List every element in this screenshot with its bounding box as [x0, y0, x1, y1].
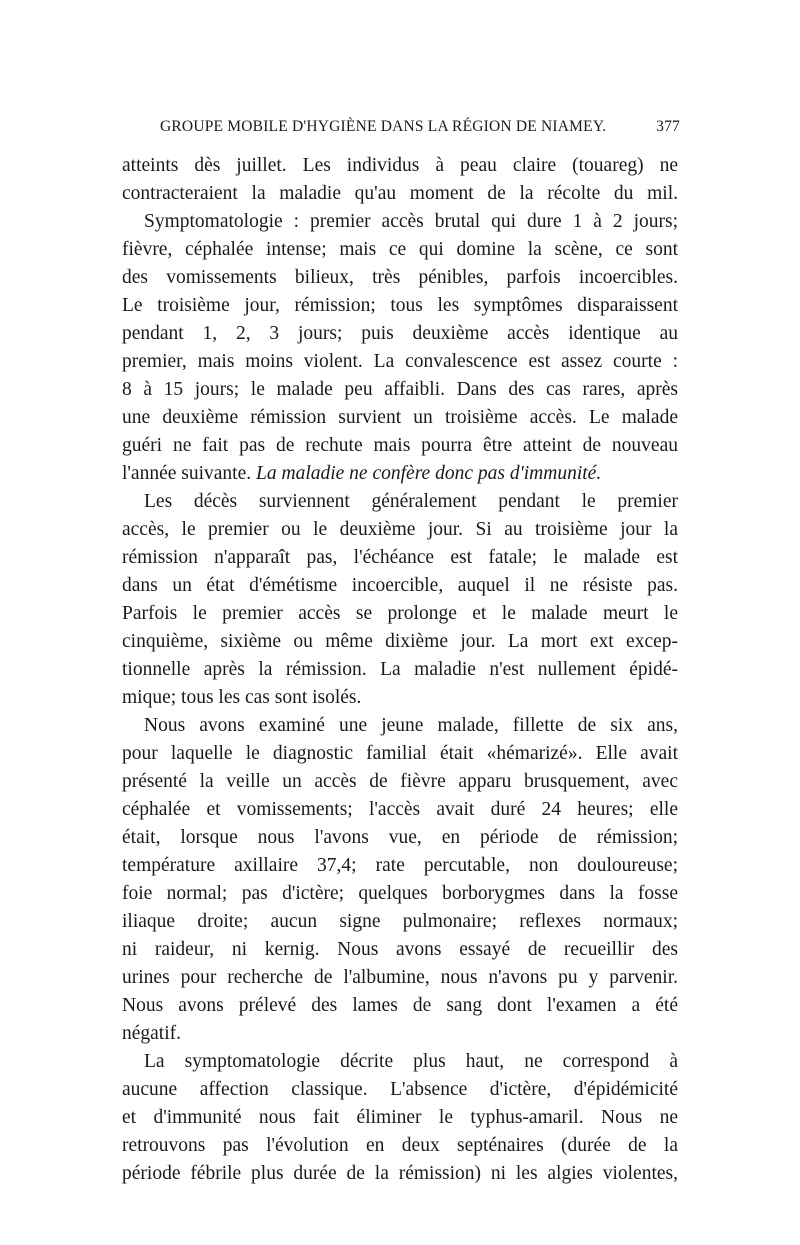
running-head	[160, 118, 680, 142]
text-line: une deuxième rémission survient un troisième accès. Le malade	[122, 407, 678, 428]
text-line: aucune affection classique. L'absence d'ictère, d'épidémicité	[122, 1079, 678, 1100]
text-line: cinquième, sixième ou même dixième jour. La mort ext excep-	[122, 631, 678, 652]
text-line: Nous avons examiné une jeune malade, fillette de six ans,	[144, 715, 678, 736]
text-line: fièvre, céphalée intense; mais ce qui domine la scène, ce sont	[122, 239, 678, 260]
text-line: guéri ne fait pas de rechute mais pourra être atteint de nouveau	[122, 435, 678, 456]
text-line: mique; tous les cas sont isolés.	[122, 687, 362, 708]
text-line: 8 à 15 jours; le malade peu affaibli. Dans des cas rares, après	[122, 379, 678, 400]
text-line: Parfois le premier accès se prolonge et le malade meurt le	[122, 603, 678, 624]
text-line: accès, le premier ou le deuxième jour. Si au troisième jour la	[122, 519, 678, 540]
text-line: retrouvons pas l'évolution en deux septénaires (durée de la	[122, 1135, 678, 1156]
text-line: atteints dès juillet. Les individus à peau claire (touareg) ne	[122, 155, 678, 176]
text-line: Les décès surviennent généralement pendant le premier	[144, 491, 678, 512]
text-line: période fébrile plus durée de la rémission) ni les algies violentes,	[122, 1163, 678, 1184]
text-line: négatif.	[122, 1023, 182, 1044]
text-line: rémission n'apparaît pas, l'échéance est fatale; le malade est	[122, 547, 678, 568]
text-line: des vomissements bilieux, très pénibles, parfois incoercibles.	[122, 267, 678, 288]
text-line: pendant 1, 2, 3 jours; puis deuxième accès identique au	[122, 323, 678, 344]
text-line: pour laquelle le diagnostic familial était «hémarizé». Elle avait	[122, 743, 678, 764]
text-line: Symptomatologie : premier accès brutal qui dure 1 à 2 jours;	[144, 211, 678, 232]
page-number: 377	[656, 118, 680, 135]
text-segment: l'année suivante.	[122, 463, 252, 484]
text-line: température axillaire 37,4; rate percutable, non douloureuse;	[122, 855, 678, 876]
text-line: contracteraient la maladie qu'au moment de la récolte du mil.	[122, 183, 678, 204]
text-line: foie normal; pas d'ictère; quelques borborygmes dans la fosse	[122, 883, 678, 904]
text-line: premier, mais moins violent. La convalescence est assez courte :	[122, 351, 678, 372]
text-line: tionnelle après la rémission. La maladie n'est nullement épidé-	[122, 659, 678, 680]
text-line: présenté la veille un accès de fièvre apparu brusquement, avec	[122, 771, 678, 792]
text-line: iliaque droite; aucun signe pulmonaire; reflexes normaux;	[122, 911, 678, 932]
text-line: La symptomatologie décrite plus haut, ne correspond à	[144, 1051, 678, 1072]
text-line: céphalée et vomissements; l'accès avait duré 24 heures; elle	[122, 799, 678, 820]
text-line: urines pour recherche de l'albumine, nous n'avons pu y parvenir.	[122, 967, 678, 988]
running-head-title: GROUPE MOBILE D'HYGIÈNE DANS LA RÉGION DE NIAMEY.	[160, 118, 607, 135]
text-line: Le troisième jour, rémission; tous les symptômes disparaissent	[122, 295, 678, 316]
italic-text-segment: La maladie ne confère donc pas d'immunité.	[256, 463, 602, 484]
text-line: était, lorsque nous l'avons vue, en période de rémission;	[122, 827, 678, 848]
text-line: Nous avons prélevé des lames de sang dont l'examen a été	[122, 995, 678, 1016]
text-line	[122, 460, 678, 487]
text-line: dans un état d'émétisme incoercible, auquel il ne résiste pas.	[122, 575, 678, 596]
text-line: ni raideur, ni kernig. Nous avons essayé de recueillir des	[122, 939, 678, 960]
text-line: et d'immunité nous fait éliminer le typhus-amaril. Nous ne	[122, 1107, 678, 1128]
